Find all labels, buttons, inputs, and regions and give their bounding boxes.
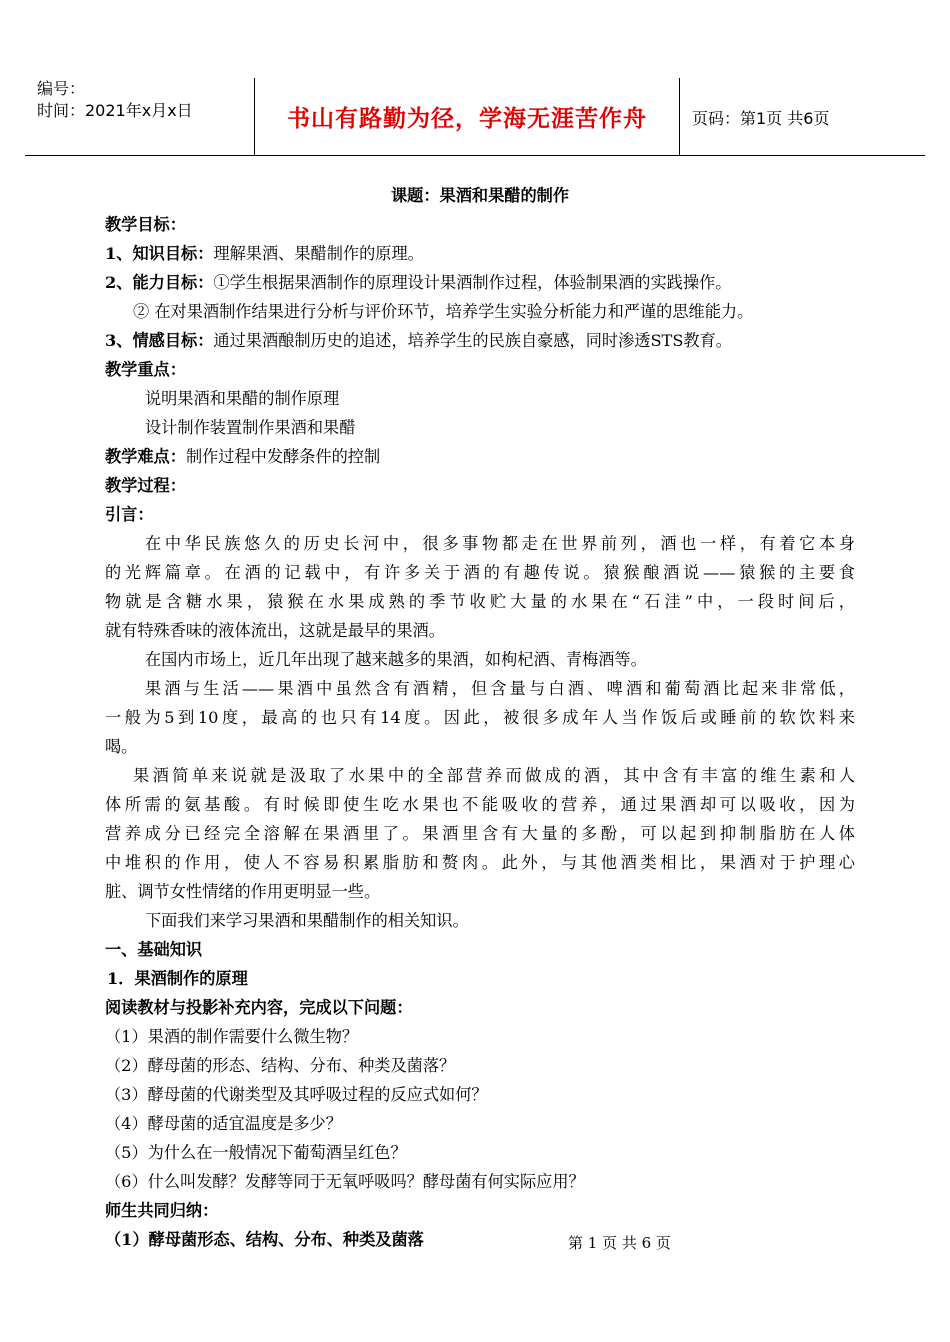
line-text: 中堆积的作用，使人不容易积累脂肪和赘肉。此外，与其他酒类相比，果酒对于护理心 — [105, 853, 855, 872]
text-line — [105, 384, 855, 413]
header-motto: 书山有路勤为径，学海无涯苦作舟 — [287, 106, 647, 132]
text-line — [105, 819, 855, 848]
text-line — [105, 1167, 855, 1196]
line-text: 物就是含糖水果，猿猴在水果成熟的季节收贮大量的水果在“石洼”中，一段时间后， — [105, 592, 855, 611]
line-text: 阅读教材与投影补充内容，完成以下问题： — [105, 998, 413, 1017]
text-line — [105, 500, 855, 529]
text-line — [105, 471, 855, 500]
text-line — [105, 964, 855, 993]
text-line — [105, 442, 855, 471]
line-text: 课题：果酒和果醋的制作 — [390, 186, 570, 205]
line-text: （1）酵母菌形态、结构、分布、种类及菌落 — [105, 1230, 424, 1249]
line-text: 说明果酒和果醋的制作原理 — [145, 389, 340, 408]
text-line — [105, 703, 855, 732]
line-text: 脏、调节女性情绪的作用更明显一些。 — [105, 882, 381, 901]
text-line — [105, 529, 855, 558]
line-text: 师生共同归纳： — [105, 1201, 219, 1220]
line-text: （4）酵母菌的适宜温度是多少？ — [105, 1114, 342, 1133]
text-line — [105, 1225, 855, 1254]
line-heading: 引言： — [105, 505, 154, 524]
text-line — [105, 761, 855, 790]
line-heading: 教学难点： — [105, 447, 186, 466]
line-text: 一般为5到10度，最高的也只有14度。因此，被很多成年人当作饭后或睡前的软饮料来 — [105, 708, 855, 727]
text-line — [105, 877, 855, 906]
text-line — [105, 268, 855, 297]
line-text: 就有特殊香味的液体流出，这就是最早的果酒。 — [105, 621, 445, 640]
line-text: 喝。 — [105, 737, 138, 756]
text-line — [105, 1138, 855, 1167]
text-line — [105, 297, 855, 326]
line-text: （2）酵母菌的形态、结构、分布、种类及菌落？ — [105, 1056, 456, 1075]
text-line — [105, 645, 855, 674]
header-meta — [37, 78, 193, 122]
text-line — [105, 558, 855, 587]
text-line — [105, 732, 855, 761]
page-header — [25, 78, 925, 156]
document-body — [105, 181, 855, 1254]
line-heading: 教学重点： — [105, 360, 186, 379]
text-line — [105, 1080, 855, 1109]
text-line — [105, 413, 855, 442]
line-text: 在中华民族悠久的历史长河中，很多事物都走在世界前列，酒也一样，有着它本身 — [145, 534, 855, 553]
text-line — [105, 906, 855, 935]
number-label: 编号： — [37, 79, 86, 98]
line-heading: 1、知识目标： — [105, 244, 214, 263]
line-text: 的光辉篇章。在酒的记载中，有许多关于酒的有趣传说。猿猴酿酒说——猿猴的主要食 — [105, 563, 855, 582]
divider — [679, 78, 680, 155]
line-heading: 2、能力目标： — [105, 273, 214, 292]
line-text: 一、基础知识 — [105, 940, 203, 959]
line-heading: 教学过程： — [105, 476, 186, 495]
text-line — [105, 355, 855, 384]
text-line — [105, 181, 855, 210]
line-text: 体所需的氨基酸。有时候即使生吃水果也不能吸收的营养，通过果酒却可以吸收，因为 — [105, 795, 855, 814]
line-text: （6）什么叫发酵？发酵等同于无氧呼吸吗？酵母菌有何实际应用？ — [105, 1172, 585, 1191]
line-text: ①学生根据果酒制作的原理设计果酒制作过程，体验制果酒的实践操作。 — [213, 273, 732, 292]
line-text: 在国内市场上，近几年出现了越来越多的果酒，如枸杞酒、青梅酒等。 — [145, 650, 647, 669]
line-text: 营养成分已经完全溶解在果酒里了。果酒里含有大量的多酚，可以起到抑制脂肪在人体 — [105, 824, 855, 843]
line-text: 理解果酒、果醋制作的原理。 — [213, 244, 424, 263]
text-line — [105, 848, 855, 877]
line-text: （1）果酒的制作需要什么微生物？ — [105, 1027, 359, 1046]
line-text: 1．果酒制作的原理 — [107, 969, 248, 988]
header-page-info: 页码：第1页 共6页 — [692, 109, 830, 128]
text-line — [105, 1109, 855, 1138]
page-footer: 第 1 页 共 6 页 — [568, 1234, 671, 1252]
text-line — [105, 326, 855, 355]
text-line — [105, 674, 855, 703]
text-line — [105, 790, 855, 819]
line-heading: 3、情感目标： — [105, 331, 214, 350]
text-line — [105, 993, 855, 1022]
text-line — [105, 587, 855, 616]
line-text: （3）酵母菌的代谢类型及其呼吸过程的反应式如何？ — [105, 1085, 488, 1104]
text-line — [105, 616, 855, 645]
line-text: 设计制作装置制作果酒和果醋 — [145, 418, 356, 437]
line-text: ② 在对果酒制作结果进行分析与评价环节，培养学生实验分析能力和严谨的思维能力。 — [133, 302, 754, 321]
line-text: 果酒简单来说就是汲取了水果中的全部营养而做成的酒，其中含有丰富的维生素和人 — [133, 766, 855, 785]
line-text: 下面我们来学习果酒和果醋制作的相关知识。 — [145, 911, 469, 930]
text-line — [105, 210, 855, 239]
time-label: 时间：2021年x月x日 — [37, 101, 193, 120]
line-heading: 教学目标： — [105, 215, 186, 234]
text-line — [105, 1022, 855, 1051]
line-text: 果酒与生活——果酒中虽然含有酒精，但含量与白酒、啤酒和葡萄酒比起来非常低， — [145, 679, 855, 698]
text-line — [105, 935, 855, 964]
line-text: 通过果酒酿制历史的追述，培养学生的民族自豪感，同时渗透STS教育。 — [213, 331, 732, 350]
text-line — [105, 1196, 855, 1225]
line-text: （5）为什么在一般情况下葡萄酒呈红色？ — [105, 1143, 407, 1162]
text-line — [105, 1051, 855, 1080]
text-line — [105, 239, 855, 268]
line-text: 制作过程中发酵条件的控制 — [185, 447, 381, 466]
